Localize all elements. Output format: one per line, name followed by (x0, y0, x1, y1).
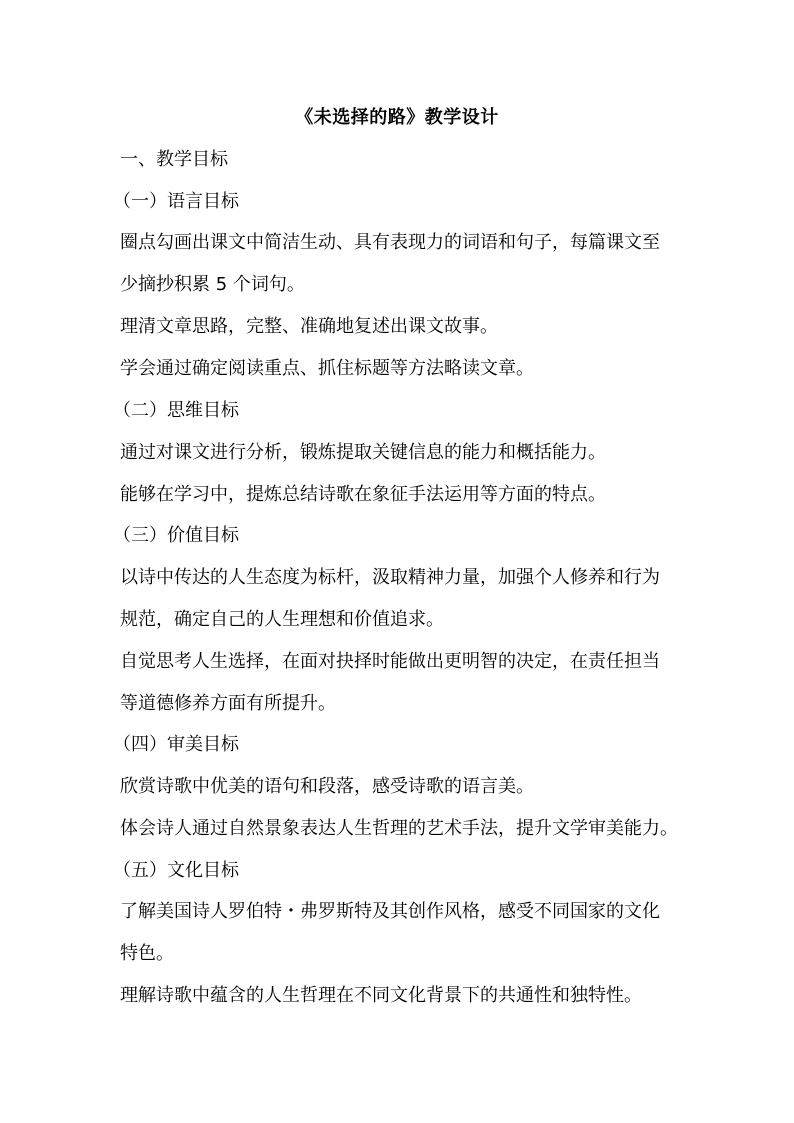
paragraph-line: 少摘抄积累 5 个词句。 (120, 274, 305, 295)
paragraph-line: 体会诗人通过自然景象表达人生哲理的艺术手法，提升文学审美能力。 (120, 818, 678, 839)
paragraph-line: 特色。 (120, 943, 174, 964)
paragraph-line: 自觉思考人生选择，在面对抉择时能做出更明智的决定，在责任担当 (120, 651, 660, 672)
paragraph-line: 等道德修养方面有所提升。 (120, 693, 336, 714)
paragraph-line: 学会通过确定阅读重点、抓住标题等方法略读文章。 (120, 358, 534, 379)
document-title: 《未选择的路》教学设计 (295, 107, 499, 128)
paragraph-line: 理清文章思路，完整、准确地复述出课文故事。 (120, 316, 498, 337)
paragraph-line: 圈点勾画出课文中简洁生动、具有表现力的词语和句子，每篇课文至 (120, 232, 660, 253)
section-heading-language: （一）语言目标 (113, 191, 239, 212)
paragraph-line: 通过对课文进行分析，锻炼提取关键信息的能力和概括能力。 (120, 442, 606, 463)
paragraph-line: 了解美国诗人罗伯特・弗罗斯特及其创作风格，感受不同国家的文化 (120, 901, 660, 922)
paragraph-line: 能够在学习中，提炼总结诗歌在象征手法运用等方面的特点。 (120, 484, 606, 505)
paragraph-line: 理解诗歌中蕴含的人生哲理在不同文化背景下的共通性和独特性。 (120, 985, 642, 1006)
section-heading-culture: （五）文化目标 (113, 860, 239, 881)
paragraph-line: 规范，确定自己的人生理想和价值追求。 (120, 609, 444, 630)
section-heading-value: （三）价值目标 (113, 525, 239, 546)
paragraph-line: 欣赏诗歌中优美的语句和段落，感受诗歌的语言美。 (120, 776, 534, 797)
paragraph-line: 以诗中传达的人生态度为标杆，汲取精神力量，加强个人修养和行为 (120, 567, 660, 588)
section-heading-aesthetic: （四）审美目标 (113, 734, 239, 755)
section-heading-thinking: （二）思维目标 (113, 400, 239, 421)
heading-teaching-objectives: 一、教学目标 (120, 149, 228, 170)
